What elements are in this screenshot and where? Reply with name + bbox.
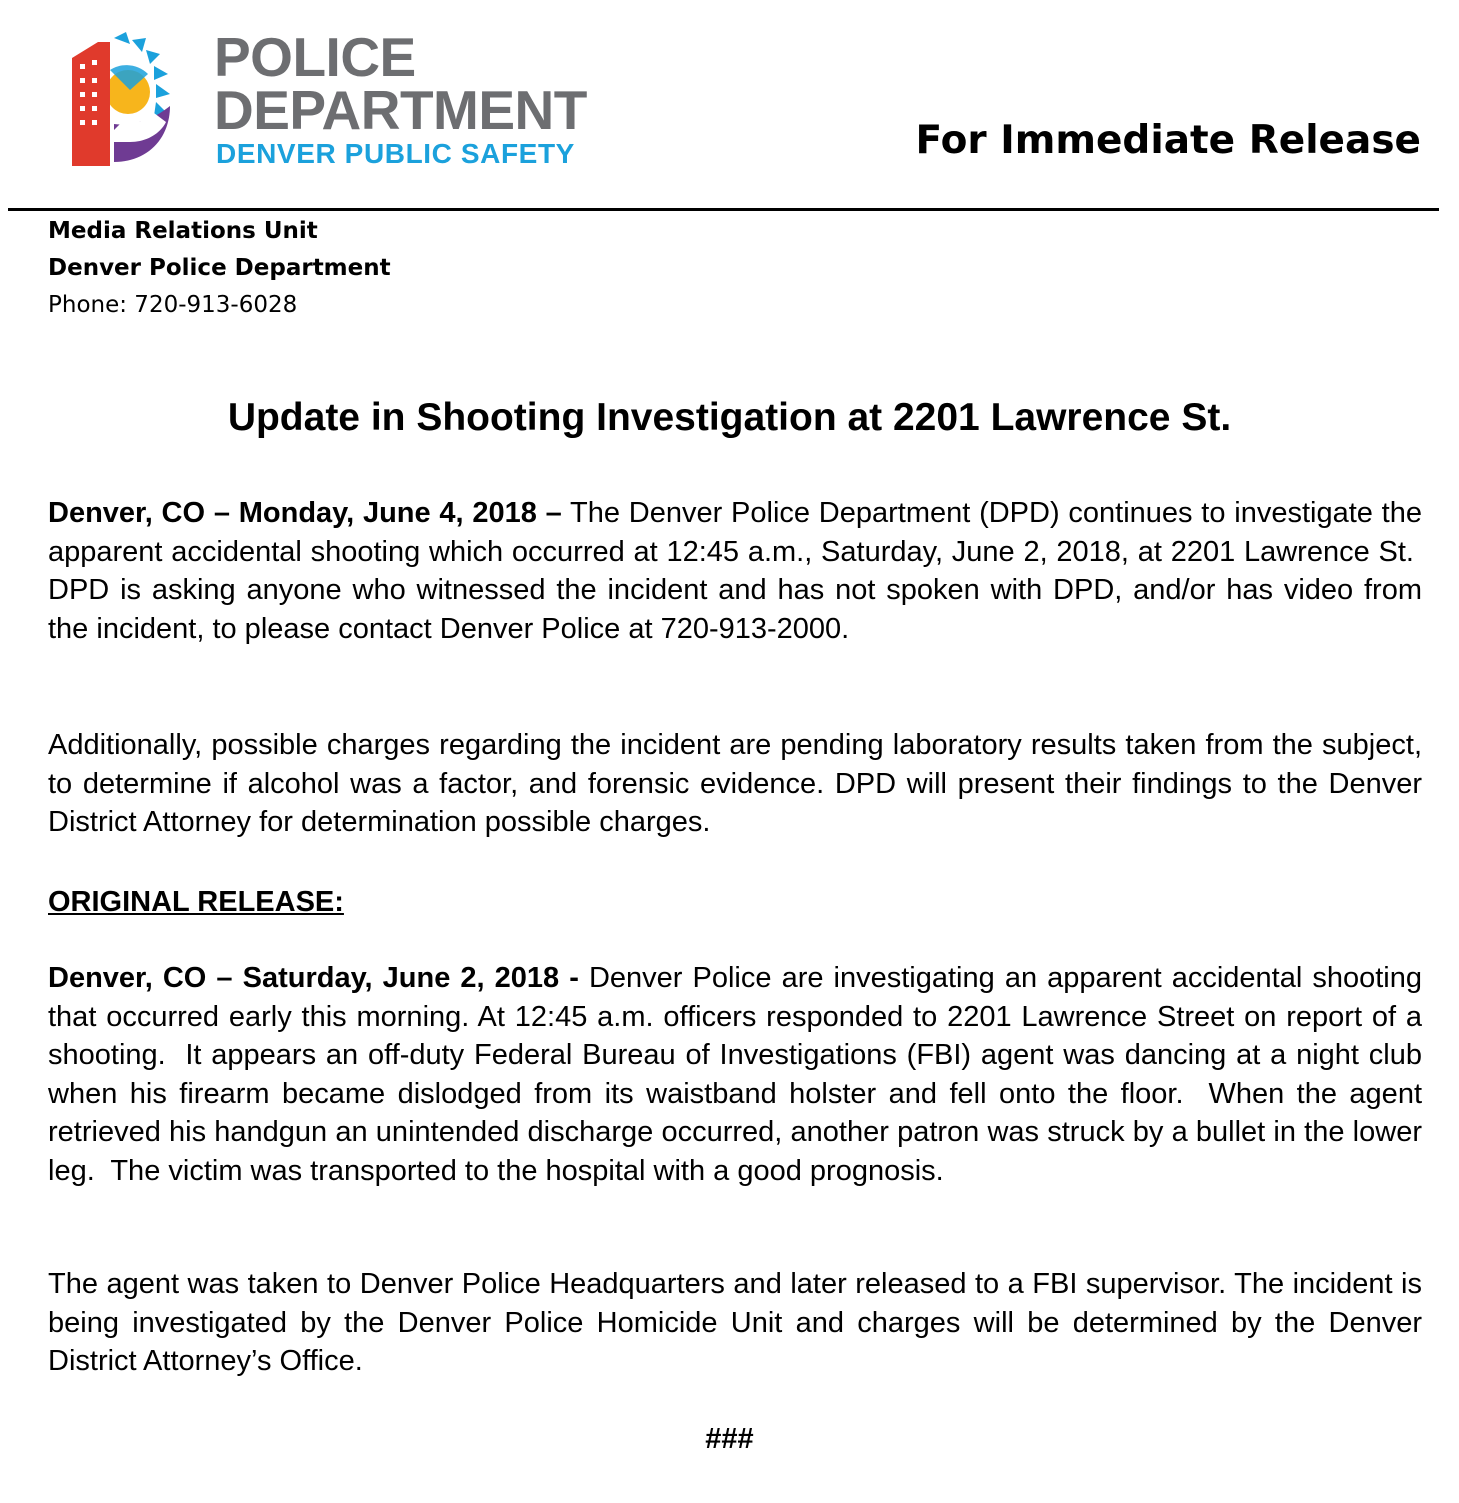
header-divider [8,208,1439,211]
update-paragraph-1-text: The Denver Police Department (DPD) continues to investigate the apparent accidental shooting which occurred at 12:45 a.m., Saturday, June 2, 2018, at 2201 Lawrence St. DPD is asking anyone who witnessed the incident and has not spoken with DPD, and/or has video from the incident, to please contact Denver Police at 720-913-2000. [48,497,1422,645]
original-paragraph-1 [48,959,1422,1190]
contact-department: Denver Police Department [48,255,391,281]
original-paragraph-2: The agent was taken to Denver Police Headquarters and later released to a FBI supervisor. The incident is being investigated by the Denver Police Homicide Unit and charges will be determined by the Denver District Attorney’s Office. [48,1268,1422,1377]
denver-police-logo-icon [70,30,182,168]
original-release-heading: ORIGINAL RELEASE: [48,886,344,918]
contact-phone: Phone: 720-913-6028 [48,292,298,318]
original-dateline: Denver, CO – Saturday, June 2, 2018 - [48,962,579,994]
logo-text-department: DEPARTMENT [214,79,587,141]
update-dateline: Denver, CO – Monday, June 4, 2018 – [48,497,562,529]
contact-block [48,213,391,324]
release-title: Update in Shooting Investigation at 2201 Lawrence St. [227,396,1232,439]
end-mark: ### [705,1423,754,1455]
release-tag: For Immediate Release [915,118,1421,163]
update-paragraph-2: Additionally, possible charges regarding the incident are pending laboratory results taken from the subject, to determine if alcohol was a factor, and forensic evidence. DPD will present their findings to the Denver District Attorney for determination possible charges. [48,729,1422,838]
logo-text-police: POLICE [214,26,416,88]
update-paragraph-1 [48,494,1422,648]
building [72,42,110,166]
contact-unit: Media Relations Unit [48,218,318,244]
original-paragraph-1-text: Denver Police are investigating an apparent accidental shooting that occurred early this morning. At 12:45 a.m. officers responded to 2201 Lawrence Street on report of a shooting. It appears an off-duty Federal Bureau of Investigations (FBI) agent was dancing at a night club when his firearm became dislodged from its waistband holster and fell onto the floor. When the agent retrieved his handgun an unintended discharge occurred, another patron was struck by a bullet in the lower leg. The victim was transported to the hospital with a good prognosis. [48,962,1422,1187]
logo-text-denver-public-safety: DENVER PUBLIC SAFETY [216,138,575,169]
